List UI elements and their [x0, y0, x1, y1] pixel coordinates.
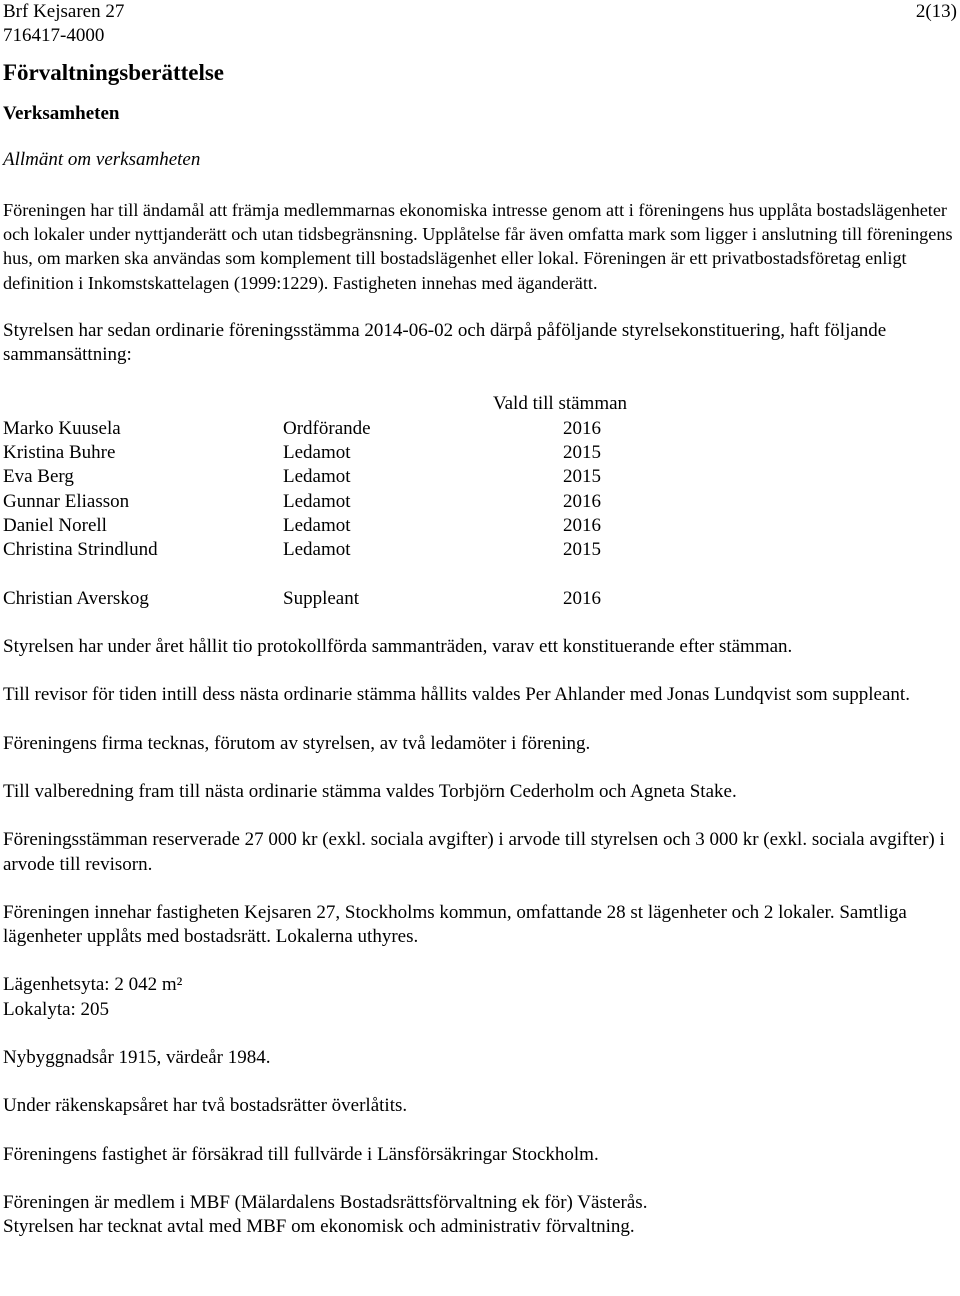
membership-line-1: Föreningen är medlem i MBF (Mälardalens Bostadsrättsförvaltning ek för) Västerås.	[3, 1191, 648, 1213]
meetings-paragraph: Styrelsen har under året hållit tio protokollförda sammanträden, varav ett konstituerande efter stämman.	[3, 636, 793, 658]
subheading: Allmänt om verksamheten	[3, 149, 201, 170]
premises-area: Lokalyta: 205	[3, 998, 110, 1020]
member-name: Marko Kuusela	[3, 417, 121, 439]
member-year: 2015	[563, 539, 601, 561]
org-number: 716417-4000	[3, 25, 105, 46]
member-role: Ledamot	[283, 539, 351, 561]
document-page	[3, 0, 957, 1240]
member-name: Kristina Buhre	[3, 442, 116, 463]
member-name: Daniel Norell	[3, 514, 107, 536]
member-name: Eva Berg	[3, 466, 74, 488]
deputy-role: Suppleant	[283, 587, 359, 609]
table-row	[3, 538, 723, 562]
intro-paragraph: Föreningen har till ändamål att främja medlemmarnas ekonomiska intresse genom att i föreningens hus upplåta bostadslägenheter och lokaler under nyttjanderätt och utan tidsbegränsning. Upplåtelse får även omfatta mark som ligger i anslutning till föreningens hus, om marken ska användas som komplement till bostadslägenhet eller lokal. Föreningen är ett privatbostadsföretag enligt definition i Inkomstskattelagen (1999:1229). Fastigheten innehas med äganderätt.	[3, 200, 953, 293]
member-role: Ledamot	[283, 490, 351, 512]
page-indicator: 2(13)	[915, 1, 957, 22]
member-year: 2016	[563, 514, 601, 536]
property-paragraph: Föreningen innehar fastigheten Kejsaren 27, Stockholms kommun, omfattande 28 st lägenheter och 2 lokaler. Samtliga lägenheter upplåts med bostadsrätt. Lokalerna uthyres.	[3, 901, 907, 948]
deputy-year: 2016	[563, 587, 601, 609]
table-row	[3, 490, 723, 514]
build-year: Nybyggnadsår 1915, värdeår 1984.	[3, 1047, 271, 1069]
signatory-paragraph: Föreningens firma tecknas, förutom av styrelsen, av två ledamöter i förening.	[3, 732, 591, 754]
transfers-paragraph: Under räkenskapsåret har två bostadsrätter överlåtits.	[3, 1095, 408, 1117]
board-intro: Styrelsen har sedan ordinarie föreningsstämma 2014-06-02 och därpå påföljande styrelsekonstituering, haft följande sammansättning:	[3, 319, 887, 366]
member-year: 2015	[563, 442, 601, 463]
insurance-paragraph: Föreningens fastighet är försäkrad till fullvärde i Länsförsäkringar Stockholm.	[3, 1143, 599, 1165]
member-role: Ledamot	[283, 466, 351, 488]
table-row-deputy	[3, 587, 723, 611]
board-table-header-row	[3, 392, 723, 416]
member-year: 2015	[563, 466, 601, 488]
org-name: Brf Kejsaren 27	[3, 1, 125, 22]
apartment-area: Lägenhetsyta: 2 042 m²	[3, 974, 183, 996]
member-role: Ordförande	[283, 417, 371, 439]
member-name: Christina Strindlund	[3, 539, 158, 561]
deputy-name: Christian Averskog	[3, 587, 149, 609]
table-row	[3, 417, 723, 441]
auditor-paragraph: Till revisor för tiden intill dess nästa ordinarie stämma hållits valdes Per Ahlander med Jonas Lundqvist som suppleant.	[3, 684, 910, 706]
document-title: Förvaltningsberättelse	[3, 60, 225, 85]
table-row	[3, 465, 723, 489]
membership-line-2: Styrelsen har tecknat avtal med MBF om ekonomisk och administrativ förvaltning.	[3, 1216, 635, 1238]
column-header-elected: Vald till stämman	[493, 393, 628, 415]
table-spacer-row	[3, 562, 723, 586]
table-row	[3, 514, 723, 538]
member-role: Ledamot	[283, 442, 351, 463]
fees-paragraph: Föreningsstämman reserverade 27 000 kr (exkl. sociala avgifter) i arvode till styrelsen och 3 000 kr (exkl. sociala avgifter) i arvode till revisorn.	[3, 829, 945, 875]
member-year: 2016	[563, 417, 601, 439]
member-year: 2016	[563, 490, 601, 512]
member-role: Ledamot	[283, 514, 351, 536]
board-table	[3, 392, 723, 611]
nomination-paragraph: Till valberedning fram till nästa ordinarie stämma valdes Torbjörn Cederholm och Agneta Stake.	[3, 780, 737, 802]
table-row	[3, 441, 723, 465]
member-name: Gunnar Eliasson	[3, 490, 130, 512]
section-heading: Verksamheten	[3, 103, 120, 124]
